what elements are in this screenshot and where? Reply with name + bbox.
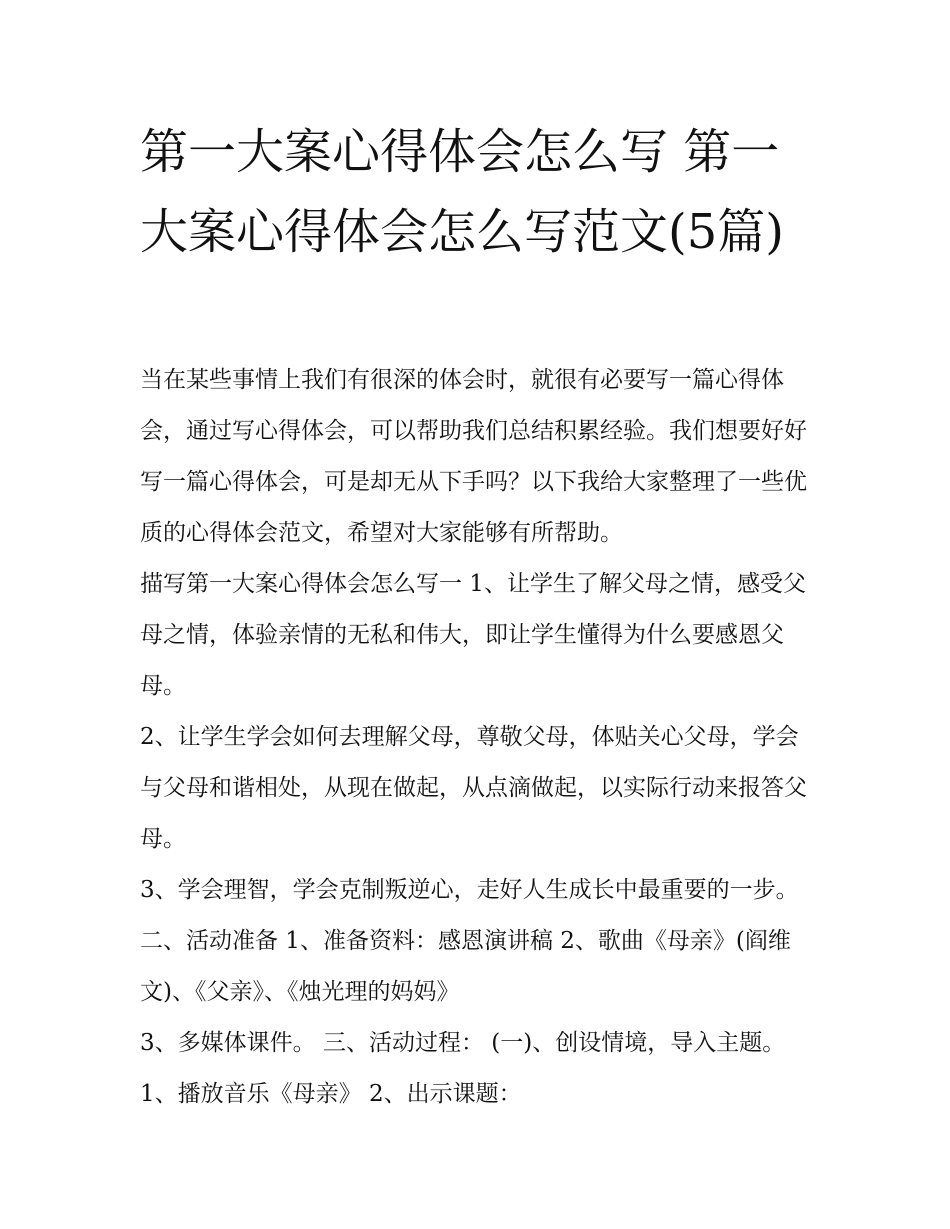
document-title: 第一大案心得体会怎么写 第一大案心得体会怎么写范文(5篇) bbox=[140, 124, 784, 260]
paragraph-3: 3、学会理智，学会克制叛逆心，走好人生成长中最重要的一步。 二、活动准备 1、准备资料：感恩演讲稿 2、歌曲《母亲》(阎维文)、《父亲》、《烛光理的妈妈》 bbox=[140, 877, 799, 1005]
paragraph-2: 2、让学生学会如何去理解父母，尊敬父母，体贴关心父母，学会与父母和谐相处，从现在做起，从点滴做起，以实际行动来报答父母。 bbox=[140, 724, 807, 852]
paragraph-1: 描写第一大案心得体会怎么写一 1、让学生了解父母之情，感受父母之情，体验亲情的无私和伟大，即让学生懂得为什么要感恩父母。 bbox=[140, 571, 806, 699]
document-body bbox=[140, 355, 816, 1120]
paragraph-intro: 当在某些事情上我们有很深的体会时，就很有必要写一篇心得体会，通过写心得体会，可以帮助我们总结积累经验。我们想要好好写一篇心得体会，可是却无从下手吗？以下我给大家整理了一些优质的心得体会范文，希望对大家能够有所帮助。 bbox=[140, 367, 807, 546]
paragraph-4: 3、多媒体课件。 三、活动过程： (一)、创设情境，导入主题。 1、播放音乐《母亲》 2、出示课题： bbox=[140, 1030, 786, 1107]
